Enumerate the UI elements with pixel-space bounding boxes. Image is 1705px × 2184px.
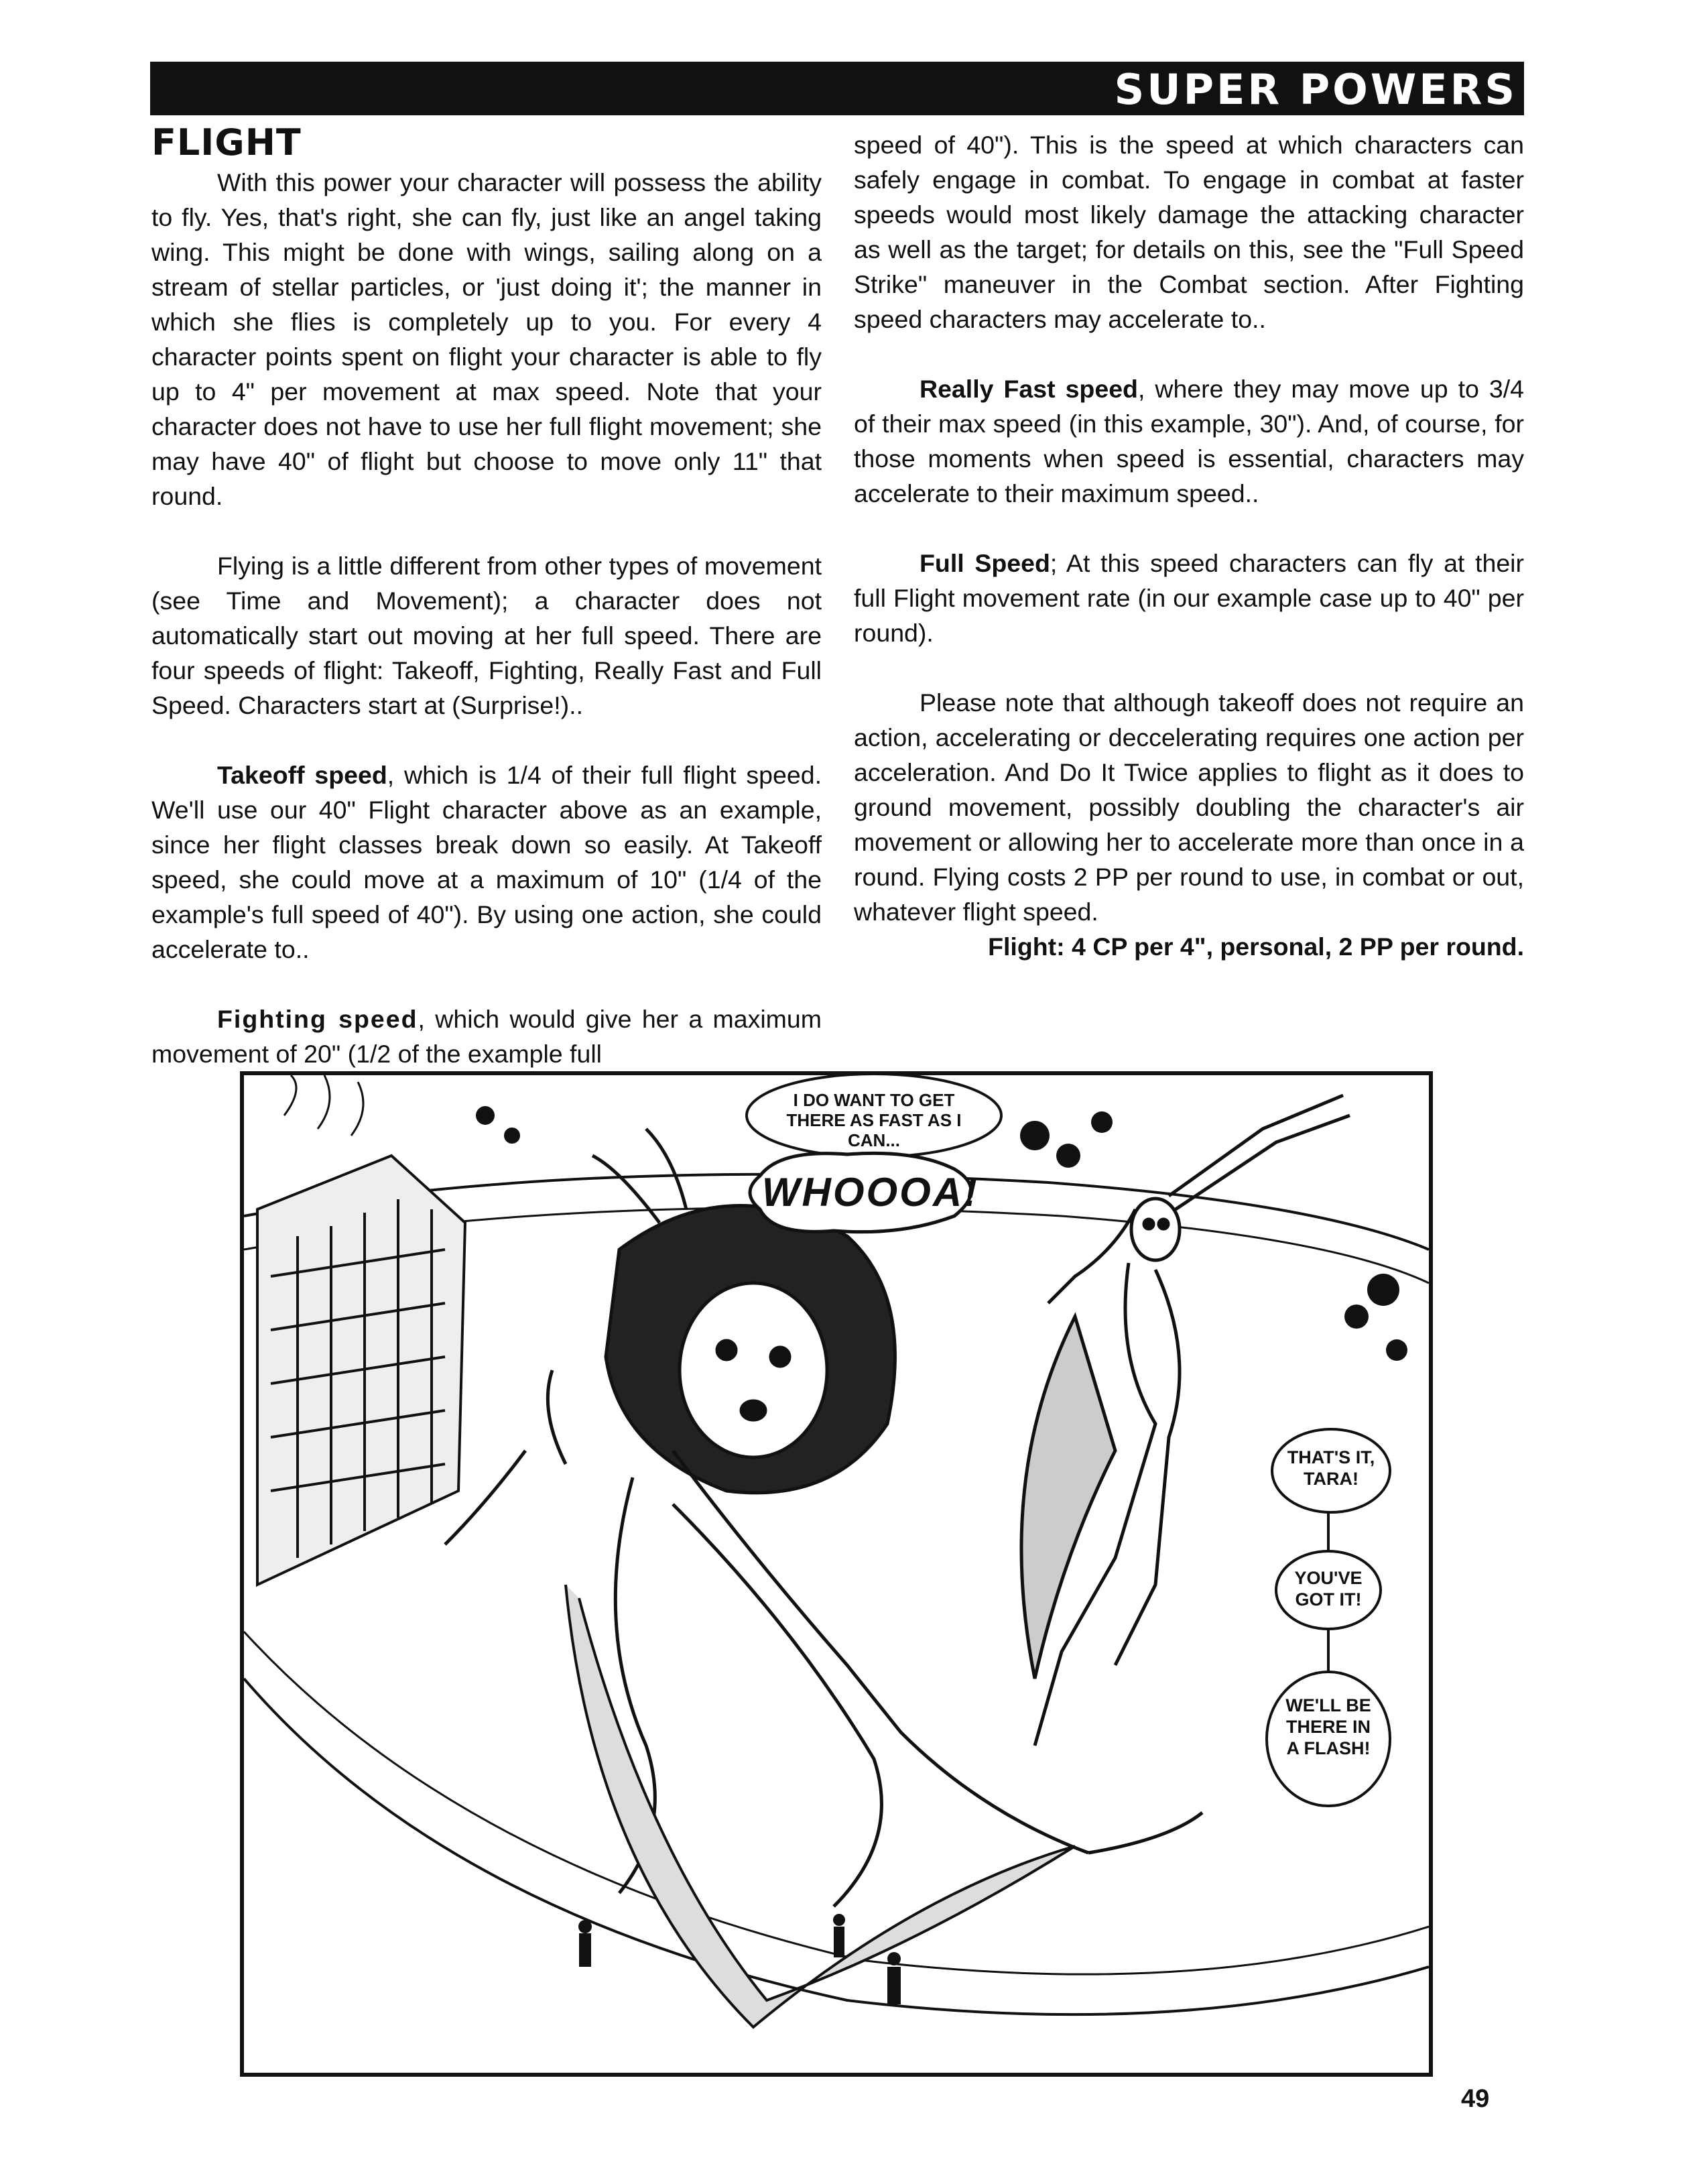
right-paragraph-3 <box>854 546 1524 650</box>
fighting-speed-term: Fighting speed <box>217 1005 418 1033</box>
balloon-2: WHOOOA! <box>761 1170 980 1215</box>
power-summary: Flight: 4 CP per 4", personal, 2 PP per round. <box>988 932 1524 961</box>
page-number: 49 <box>1461 2085 1490 2113</box>
left-paragraph-4 <box>151 1002 822 1071</box>
really-fast-speed-term: Really Fast speed <box>920 375 1138 403</box>
left-paragraph-1: With this power your character will possess the ability to fly. Yes, that's right, she can fly, just like an angel taking wing. This might be done with wings, sailing along on a stream of stellar particles, or 'just doing it'; the manner in which she flies is completely up to you. For every 4 character points spent on flight your character is able to fly up to 4" per movement at max speed. Note that your character does not have to use her full flight movement; she may have 40" of flight but choose to move only 11" that round. <box>151 168 822 510</box>
comic-illustration <box>244 1075 1429 2073</box>
cape-illustration <box>566 1585 1075 2027</box>
balloon-5: WE'LL BE THERE IN A FLASH! <box>1285 1695 1371 1758</box>
building-illustration <box>257 1075 465 1585</box>
header-bar <box>150 62 1524 115</box>
right-paragraph-2 <box>854 371 1524 511</box>
full-speed-term: Full Speed <box>920 549 1050 577</box>
left-column <box>151 121 822 1071</box>
right-column <box>854 127 1524 964</box>
section-title: FLIGHT <box>151 121 302 164</box>
left-paragraph-2: Flying is a little different from other types of movement (see Time and Movement); a character does not automatically start out moving at her full speed. There are four speeds of flight: Takeoff, Fighting, Really Fast and Full Speed. Characters start at (Surprise!).. <box>151 552 822 719</box>
flying-heroine-illustration <box>445 1129 1202 1906</box>
full-speed-text: ; At this speed characters can fly at their full Flight movement rate (in our example case up to 40" per round). <box>854 549 1524 647</box>
balloon-4: YOU'VE GOT IT! <box>1294 1568 1363 1610</box>
really-fast-speed-text: , where they may move up to 3/4 of their max speed (in this example, 30"). And, of course, for those moments when speed is essential, characters may accelerate to their maximum speed.. <box>854 375 1525 507</box>
fighting-speed-text: , which would give her a maximum movement of 20" (1/2 of the example full <box>151 1005 822 1068</box>
takeoff-speed-text: , which is 1/4 of their full flight speed. We'll use our 40" Flight character above as an example, since her flight classes break down so easily. At Takeoff speed, she could move at a maximum of 10" (1/4 of the example's full speed of 40"). By using one action, she could accelerate to.. <box>151 761 822 963</box>
balloon-3: THAT'S IT, TARA! <box>1287 1447 1375 1489</box>
right-paragraph-1: speed of 40"). This is the speed at which characters can safely engage in combat. To engage in combat at faster speeds would most likely damage the attacking character as well as the target; for details on this, see the "Full Speed Strike" maneuver in the Combat section. After Fighting speed characters may accelerate to.. <box>854 131 1524 333</box>
header-title: SUPER POWERS <box>1114 65 1517 114</box>
takeoff-speed-term: Takeoff speed <box>217 761 387 789</box>
comic-panel <box>240 1071 1433 2077</box>
left-paragraph-3 <box>151 757 822 967</box>
balloon-1: I DO WANT TO GET THERE AS FAST AS I CAN... <box>786 1090 962 1150</box>
second-flyer-illustration <box>1021 1095 1350 1746</box>
right-paragraph-4: Please note that although takeoff does not require an action, accelerating or deccelerating requires one action per acceleration. And Do It Twice applies to flight as it does to ground movement, possibly doubling the character's air movement or allowing her to accelerate more than once in a round. Flying costs 2 PP per round to use, in combat or out, whatever flight speed. <box>854 688 1524 926</box>
